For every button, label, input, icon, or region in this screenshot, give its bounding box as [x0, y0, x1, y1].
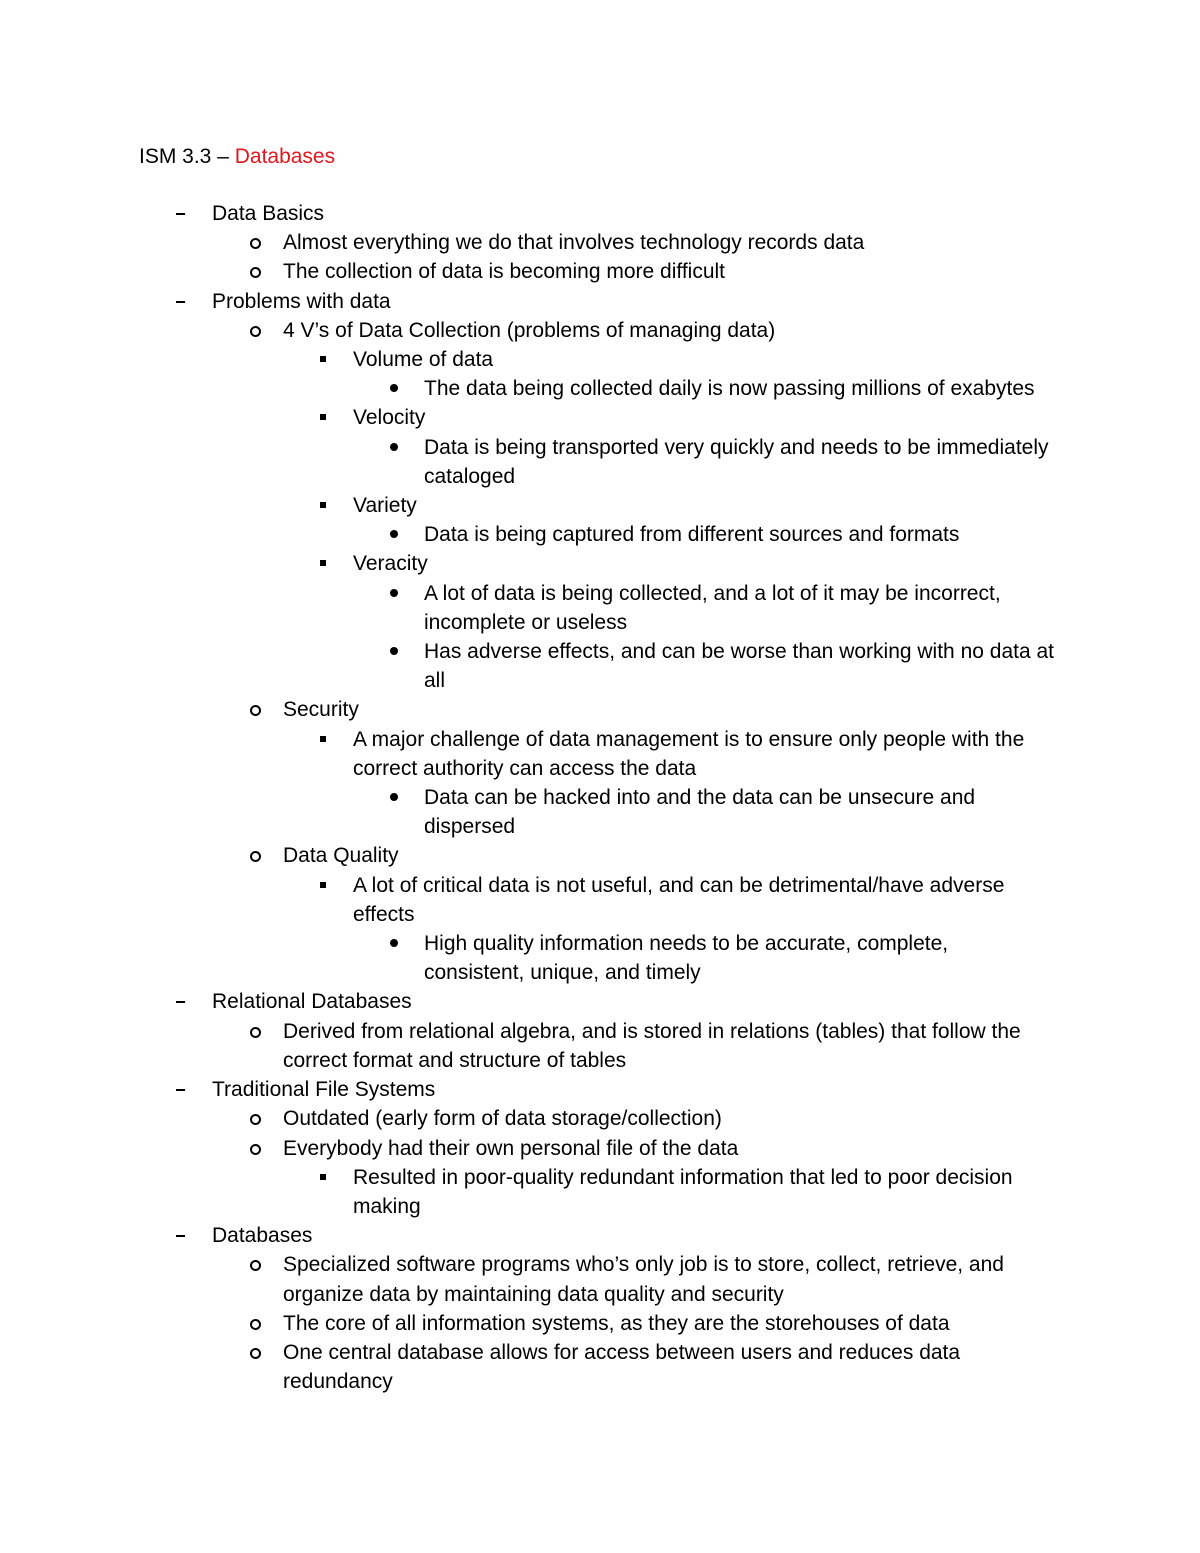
bullet-marker [245, 1134, 265, 1155]
outline-item-text: Data can be hacked into and the data can be unsecure and dispersed [424, 786, 976, 839]
ring-bullet-icon [250, 267, 261, 278]
outline-item-text: Almost everything we do that involves technology records data [283, 231, 865, 255]
bullet-marker [245, 228, 265, 249]
bullet-marker [313, 725, 333, 742]
outline-item-text: Data is being captured from different sources and formats [424, 523, 960, 547]
disc-bullet-icon [390, 443, 398, 451]
outline-item-text: Derived from relational algebra, and is stored in relations (tables) that follow the correct format and structure of tables [283, 1019, 1021, 1072]
bullet-marker [245, 695, 265, 716]
ring-bullet-icon [250, 1144, 261, 1155]
outline-item [0, 929, 1200, 987]
bullet-marker [384, 433, 404, 451]
disc-bullet-icon [390, 384, 398, 392]
outline-item-text: Traditional File Systems [212, 1078, 436, 1102]
outline-item [0, 549, 1200, 578]
dash-bullet-icon [176, 1001, 185, 1003]
square-bullet-icon [320, 560, 326, 566]
outline-item [0, 841, 1200, 870]
outline-item [0, 491, 1200, 520]
disc-bullet-icon [390, 647, 398, 655]
outline-item [0, 287, 1200, 316]
outline-item-text: Data is being transported very quickly and needs to be immediately cataloged [424, 435, 1049, 488]
outline-item [0, 695, 1200, 724]
bullet-marker [313, 345, 333, 362]
dash-bullet-icon [176, 1089, 185, 1091]
outline-item-text: The collection of data is becoming more difficult [283, 260, 726, 284]
outline-item [0, 871, 1200, 929]
title-prefix: ISM 3.3 – [139, 145, 235, 168]
bullet-marker [170, 987, 190, 1003]
outline-item-text: One central database allows for access between users and reduces data redundancy [283, 1340, 961, 1394]
outline-item [0, 228, 1200, 257]
square-bullet-icon [320, 736, 326, 742]
outline-item-text: Everybody had their own personal file of the data [283, 1136, 739, 1160]
outline-item-text: 4 V’s of Data Collection (problems of managing data) [283, 318, 776, 342]
outline-item-text: A lot of data is being collected, and a lot of it may be incorrect, incomplete or useless [424, 581, 1001, 634]
disc-bullet-icon [390, 530, 398, 538]
outline-item [0, 579, 1200, 637]
outline-item [0, 1134, 1200, 1163]
outline-item-text: Resulted in poor-quality redundant information that led to poor decision making [353, 1165, 1013, 1218]
outline-item [0, 1221, 1200, 1250]
notes-outline [0, 199, 1200, 1396]
outline-item-text: Volume of data [353, 348, 494, 372]
bullet-marker [313, 403, 333, 420]
bullet-marker [313, 491, 333, 508]
ring-bullet-icon [250, 1027, 261, 1038]
outline-item-text: Relational Databases [212, 990, 412, 1014]
bullet-marker [313, 549, 333, 566]
outline-item [0, 1309, 1200, 1338]
bullet-marker [245, 1104, 265, 1125]
outline-item-text: A major challenge of data management is to ensure only people with the correct authority can access the data [353, 727, 1025, 780]
outline-item [0, 725, 1200, 783]
outline-item [0, 1104, 1200, 1133]
outline-item-text: The data being collected daily is now passing millions of exabytes [424, 377, 1035, 401]
bullet-marker [384, 783, 404, 801]
outline-item-text: Has adverse effects, and can be worse than working with no data at all [424, 640, 1054, 693]
ring-bullet-icon [250, 705, 261, 716]
outline-item-text: Databases [212, 1224, 313, 1248]
bullet-marker [245, 257, 265, 278]
outline-item [0, 637, 1200, 695]
outline-item-text: A lot of critical data is not useful, and can be detrimental/have adverse effects [353, 873, 1005, 926]
square-bullet-icon [320, 882, 326, 888]
disc-bullet-icon [390, 793, 398, 801]
bullet-marker [170, 287, 190, 303]
square-bullet-icon [320, 1174, 326, 1180]
outline-item-text: Data Basics [212, 202, 325, 225]
title-accent: Databases [234, 145, 336, 168]
bullet-marker [384, 929, 404, 947]
outline-item-text: Variety [353, 494, 417, 518]
outline-item-text: Specialized software programs who’s only job is to store, collect, retrieve, and organize data by maintaining data quality and security [283, 1253, 1004, 1306]
disc-bullet-icon [390, 939, 398, 947]
outline-item [0, 1163, 1200, 1221]
ring-bullet-icon [250, 326, 261, 337]
bullet-marker [313, 871, 333, 888]
outline-item-text: Data Quality [283, 844, 399, 868]
ring-bullet-icon [250, 1260, 261, 1271]
outline-item-text: High quality information needs to be accurate, complete, consistent, unique, and timely [424, 932, 949, 985]
outline-item [0, 783, 1200, 841]
outline-item [0, 433, 1200, 491]
bullet-marker [313, 1163, 333, 1180]
bullet-marker [245, 1309, 265, 1330]
bullet-marker [245, 316, 265, 337]
outline-item [0, 520, 1200, 549]
dash-bullet-icon [176, 1235, 185, 1237]
outline-item [0, 1075, 1200, 1104]
outline-item [0, 199, 1200, 228]
bullet-marker [384, 637, 404, 655]
outline-item-text: Security [283, 698, 359, 722]
outline-item-text: Velocity [353, 406, 426, 430]
bullet-marker [245, 841, 265, 862]
ring-bullet-icon [250, 238, 261, 249]
outline-item [0, 1017, 1200, 1075]
square-bullet-icon [320, 502, 326, 508]
outline-item-text: Veracity [353, 552, 428, 576]
outline-item [0, 257, 1200, 286]
bullet-marker [170, 1075, 190, 1091]
outline-item [0, 345, 1200, 374]
square-bullet-icon [320, 414, 326, 420]
bullet-marker [384, 579, 404, 597]
bullet-marker [245, 1250, 265, 1271]
outline-item-text: The core of all information systems, as they are the storehouses of data [283, 1311, 950, 1335]
bullet-marker [245, 1017, 265, 1038]
outline-item-text: Outdated (early form of data storage/collection) [283, 1107, 722, 1131]
page-title [139, 143, 335, 170]
dash-bullet-icon [176, 301, 185, 303]
bullet-marker [384, 520, 404, 538]
outline-item-text: Problems with data [212, 289, 391, 313]
ring-bullet-icon [250, 1114, 261, 1125]
dash-bullet-icon [176, 213, 185, 215]
ring-bullet-icon [250, 851, 261, 862]
bullet-marker [384, 374, 404, 392]
disc-bullet-icon [390, 589, 398, 597]
outline-item [0, 987, 1200, 1016]
bullet-marker [170, 199, 190, 215]
outline-item [0, 403, 1200, 432]
ring-bullet-icon [250, 1319, 261, 1330]
outline-item [0, 1250, 1200, 1308]
outline-item [0, 374, 1200, 403]
outline-item [0, 316, 1200, 345]
ring-bullet-icon [250, 1348, 261, 1359]
bullet-marker [170, 1221, 190, 1237]
outline-item [0, 1338, 1200, 1396]
bullet-marker [245, 1338, 265, 1359]
square-bullet-icon [320, 356, 326, 362]
